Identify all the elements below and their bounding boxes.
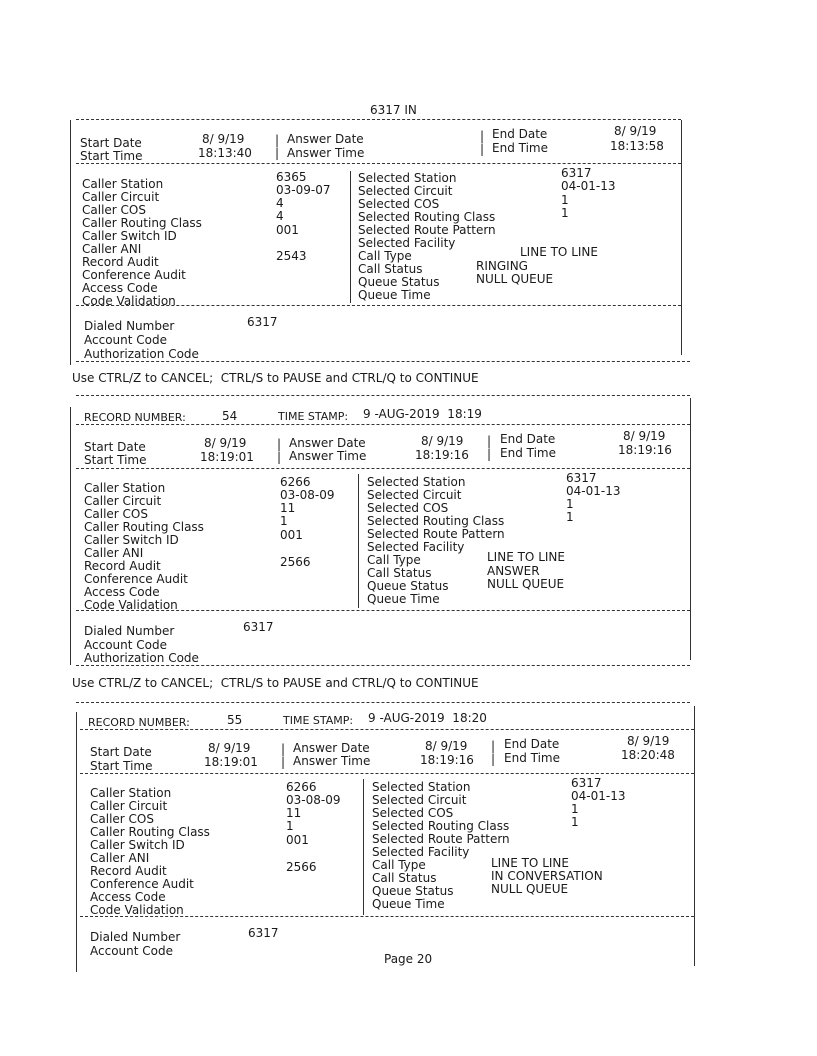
caller-label: Code Validation: [84, 598, 178, 612]
divider: [80, 729, 694, 730]
box-left-border: [70, 120, 71, 365]
divider: [76, 305, 681, 306]
end-date-value: 8/ 9/19: [623, 429, 666, 443]
divider: [76, 468, 690, 469]
answer-date-value: 8/ 9/19: [425, 739, 468, 753]
caller-label: Caller COS: [84, 507, 148, 521]
selected-label: Selected Routing Class: [367, 514, 505, 528]
selected-label: Call Status: [358, 262, 423, 276]
caller-label: Caller Routing Class: [82, 216, 202, 230]
answer-time-label: Answer Time: [287, 146, 365, 160]
pipe: |: [281, 755, 286, 769]
pipe: |: [275, 146, 280, 160]
account-code-label: Account Code: [84, 333, 167, 347]
selected-value: LINE TO LINE: [491, 856, 569, 870]
dialed-number-label: Dialed Number: [90, 930, 181, 944]
divider: [76, 610, 690, 611]
selected-value: 6317: [561, 166, 592, 180]
selected-value: 1: [571, 815, 579, 829]
caller-label: Caller Switch ID: [82, 229, 177, 243]
selected-label: Selected COS: [358, 197, 440, 211]
selected-label: Queue Status: [367, 579, 449, 593]
end-time-value: 18:19:16: [618, 443, 672, 457]
caller-value: 6365: [276, 170, 307, 184]
selected-value: 1: [566, 497, 574, 511]
caller-value: 2566: [286, 860, 317, 874]
caller-value: 1: [286, 819, 294, 833]
caller-label: Record Audit: [82, 255, 159, 269]
selected-label: Selected Circuit: [367, 488, 462, 502]
caller-value: 001: [276, 223, 299, 237]
selected-label: Call Status: [372, 871, 437, 885]
selected-label: Selected Station: [358, 171, 457, 185]
selected-label: Selected Station: [367, 475, 466, 489]
start-time-value: 18:19:01: [204, 755, 258, 769]
caller-label: Caller Circuit: [90, 799, 168, 813]
selected-label: Selected Route Pattern: [367, 527, 505, 541]
caller-value: 001: [280, 528, 303, 542]
caller-value: 6266: [286, 780, 317, 794]
dialed-number-value: 6317: [248, 926, 279, 940]
end-date-value: 8/ 9/19: [614, 124, 657, 138]
selected-value: LINE TO LINE: [520, 245, 598, 259]
selected-label: Selected Route Pattern: [372, 832, 510, 846]
start-date-label: Start Date: [80, 136, 142, 150]
selected-value: 6317: [566, 471, 597, 485]
caller-label: Caller COS: [90, 812, 154, 826]
caller-label: Access Code: [82, 281, 158, 295]
end-time-value: 18:13:58: [610, 139, 664, 153]
divider: [76, 702, 690, 703]
start-time-label: Start Time: [84, 453, 147, 467]
record-number-label: RECORD NUMBER:: [84, 411, 186, 424]
caller-label: Code Validation: [90, 903, 184, 917]
account-code-label: Account Code: [84, 638, 167, 652]
caller-label: Caller Switch ID: [84, 533, 179, 547]
selected-value: 1: [561, 193, 569, 207]
caller-label: Caller Circuit: [84, 494, 162, 508]
selected-label: Call Type: [372, 858, 426, 872]
selected-label: Queue Status: [372, 884, 454, 898]
column-separator: [350, 171, 351, 303]
record-number-value: 54: [222, 409, 238, 423]
selected-label: Queue Time: [372, 897, 445, 911]
end-date-label: End Date: [504, 737, 560, 751]
divider: [80, 916, 694, 917]
end-time-label: End Time: [492, 141, 548, 155]
pipe: |: [277, 437, 282, 451]
caller-label: Access Code: [84, 585, 160, 599]
selected-value: ANSWER: [487, 564, 540, 578]
pipe: |: [281, 742, 286, 756]
selected-value: NULL QUEUE: [476, 272, 554, 286]
caller-label: Caller Station: [82, 177, 164, 191]
selected-label: Selected Facility: [367, 540, 465, 554]
answer-date-label: Answer Date: [289, 436, 366, 450]
caller-label: Access Code: [90, 890, 166, 904]
dialed-number-value: 6317: [247, 315, 278, 329]
box-right-border: [681, 120, 682, 355]
end-date-label: End Date: [492, 127, 548, 141]
answer-time-label: Answer Time: [293, 754, 371, 768]
caller-label: Code Validation: [82, 294, 176, 308]
end-time-label: End Time: [500, 446, 556, 460]
divider: [76, 119, 681, 120]
caller-value: 03-08-09: [286, 793, 341, 807]
divider: [76, 163, 681, 164]
pipe: |: [480, 142, 485, 156]
selected-label: Selected Facility: [358, 236, 456, 250]
caller-label: Caller Routing Class: [90, 825, 210, 839]
end-date-label: End Date: [500, 432, 556, 446]
selected-label: Selected Circuit: [372, 793, 467, 807]
box-left-border: [76, 712, 77, 972]
caller-value: 4: [276, 209, 284, 223]
start-date-value: 8/ 9/19: [202, 132, 245, 146]
caller-value: 6266: [280, 475, 311, 489]
page-number: Page 20: [384, 952, 433, 966]
selected-value: 04-01-13: [571, 789, 626, 803]
answer-time-value: 18:19:16: [415, 448, 469, 462]
answer-date-value: 8/ 9/19: [421, 434, 464, 448]
start-time-value: 18:19:01: [200, 450, 254, 464]
pipe: |: [491, 752, 496, 766]
caller-label: Conference Audit: [82, 268, 186, 282]
selected-label: Call Status: [367, 566, 432, 580]
caller-label: Caller Switch ID: [90, 838, 185, 852]
caller-value: 1: [280, 514, 288, 528]
selected-value: IN CONVERSATION: [491, 869, 603, 883]
divider: [76, 665, 690, 666]
pipe: |: [480, 129, 485, 143]
end-time-label: End Time: [504, 751, 560, 765]
caller-value: 4: [276, 196, 284, 210]
selected-value: NULL QUEUE: [491, 882, 569, 896]
answer-time-value: 18:19:16: [420, 753, 474, 767]
answer-time-label: Answer Time: [289, 449, 367, 463]
time-stamp-label: TIME STAMP:: [278, 410, 349, 423]
start-date-value: 8/ 9/19: [208, 741, 251, 755]
caller-value: 03-09-07: [276, 183, 331, 197]
box-right-border: [694, 706, 695, 966]
selected-value: RINGING: [476, 259, 528, 273]
pipe: |: [277, 450, 282, 464]
time-stamp-label: TIME STAMP:: [283, 714, 354, 727]
caller-value: 03-08-09: [280, 488, 335, 502]
selected-label: Selected Facility: [372, 845, 470, 859]
caller-value: 11: [280, 501, 296, 515]
caller-label: Conference Audit: [90, 877, 194, 891]
dialed-number-label: Dialed Number: [84, 624, 175, 638]
caller-value: 2543: [276, 249, 307, 263]
record-number-label: RECORD NUMBER:: [88, 716, 190, 729]
record-number-value: 55: [227, 713, 243, 727]
pipe: |: [491, 739, 496, 753]
selected-value: 04-01-13: [561, 179, 616, 193]
column-separator: [358, 474, 359, 608]
start-time-value: 18:13:40: [198, 146, 252, 160]
selected-value: 1: [571, 802, 579, 816]
divider: [80, 773, 694, 774]
selected-label: Selected Route Pattern: [358, 223, 496, 237]
caller-label: Conference Audit: [84, 572, 188, 586]
selected-label: Queue Time: [367, 592, 440, 606]
time-stamp-value: 9 -AUG-2019 18:20: [368, 711, 487, 725]
caller-label: Caller Station: [84, 481, 166, 495]
end-date-value: 8/ 9/19: [627, 734, 670, 748]
report-title: 6317 IN: [370, 103, 417, 117]
selected-value: 6317: [571, 776, 602, 790]
authorization-code-label: Authorization Code: [84, 651, 199, 665]
selected-label: Selected COS: [367, 501, 449, 515]
end-time-value: 18:20:48: [621, 748, 675, 762]
caller-label: Caller ANI: [82, 242, 142, 256]
authorization-code-label: Authorization Code: [84, 347, 199, 361]
box-left-border: [70, 407, 71, 665]
selected-label: Call Type: [367, 553, 421, 567]
selected-value: LINE TO LINE: [487, 550, 565, 564]
column-separator: [363, 779, 364, 915]
selected-label: Selected Station: [372, 780, 471, 794]
selected-label: Queue Time: [358, 288, 431, 302]
time-stamp-value: 9 -AUG-2019 18:19: [363, 407, 482, 421]
dialed-number-label: Dialed Number: [84, 319, 175, 333]
selected-value: NULL QUEUE: [487, 577, 565, 591]
ctrl-instructions: Use CTRL/Z to CANCEL; CTRL/S to PAUSE and CTRL/Q to CONTINUE: [72, 371, 479, 385]
selected-label: Selected COS: [372, 806, 454, 820]
start-time-label: Start Time: [90, 759, 153, 773]
start-date-label: Start Date: [90, 745, 152, 759]
divider: [76, 395, 690, 396]
caller-label: Caller ANI: [84, 546, 144, 560]
caller-label: Caller Circuit: [82, 190, 160, 204]
selected-label: Queue Status: [358, 275, 440, 289]
account-code-label: Account Code: [90, 944, 173, 958]
divider: [76, 361, 690, 362]
caller-value: 001: [286, 833, 309, 847]
start-date-value: 8/ 9/19: [204, 436, 247, 450]
answer-date-label: Answer Date: [293, 741, 370, 755]
start-date-label: Start Date: [84, 440, 146, 454]
caller-value: 2566: [280, 555, 311, 569]
selected-label: Selected Routing Class: [372, 819, 510, 833]
caller-label: Caller COS: [82, 203, 146, 217]
selected-label: Selected Circuit: [358, 184, 453, 198]
caller-value: 11: [286, 806, 302, 820]
answer-date-label: Answer Date: [287, 132, 364, 146]
start-time-label: Start Time: [80, 149, 143, 163]
dialed-number-value: 6317: [243, 620, 274, 634]
selected-value: 1: [566, 510, 574, 524]
selected-label: Call Type: [358, 249, 412, 263]
caller-label: Caller ANI: [90, 851, 150, 865]
box-right-border: [690, 398, 691, 660]
selected-value: 04-01-13: [566, 484, 621, 498]
pipe: |: [487, 447, 492, 461]
ctrl-instructions: Use CTRL/Z to CANCEL; CTRL/S to PAUSE and CTRL/Q to CONTINUE: [72, 676, 479, 690]
selected-value: 1: [561, 206, 569, 220]
selected-label: Selected Routing Class: [358, 210, 496, 224]
pipe: |: [275, 133, 280, 147]
pipe: |: [487, 434, 492, 448]
caller-label: Caller Routing Class: [84, 520, 204, 534]
caller-label: Caller Station: [90, 786, 172, 800]
caller-label: Record Audit: [84, 559, 161, 573]
divider: [76, 424, 690, 425]
caller-label: Record Audit: [90, 864, 167, 878]
